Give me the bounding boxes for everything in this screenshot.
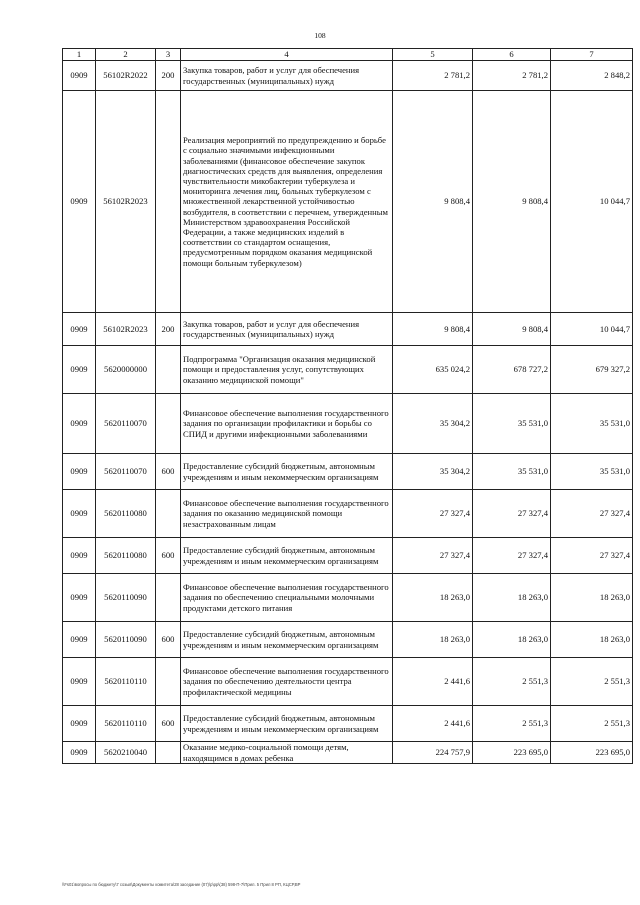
amount-year1-cell: 224 757,9 bbox=[393, 742, 473, 764]
target-article-cell: 5620110070 bbox=[96, 394, 156, 454]
description-cell: Предоставление субсидий бюджетным, автономным учреждениям и иным некоммерческим организациям bbox=[181, 622, 393, 658]
section-code-cell: 0909 bbox=[63, 574, 96, 622]
target-article-cell: 5620110090 bbox=[96, 574, 156, 622]
amount-year1-cell: 27 327,4 bbox=[393, 538, 473, 574]
description-cell: Предоставление субсидий бюджетным, автономным учреждениям и иным некоммерческим организациям bbox=[181, 538, 393, 574]
target-article-cell: 5620110080 bbox=[96, 538, 156, 574]
section-code-cell: 0909 bbox=[63, 454, 96, 490]
section-code-cell: 0909 bbox=[63, 742, 96, 764]
expense-type-cell: 200 bbox=[156, 313, 181, 346]
amount-year3-cell: 2 551,3 bbox=[551, 706, 633, 742]
amount-year1-cell: 2 781,2 bbox=[393, 61, 473, 91]
section-code-cell: 0909 bbox=[63, 91, 96, 313]
table-row bbox=[63, 394, 633, 454]
description-cell: Закупка товаров, работ и услуг для обеспечения государственных (муниципальных) нужд bbox=[181, 61, 393, 91]
amount-year2-cell: 27 327,4 bbox=[473, 490, 551, 538]
target-article-cell: 5620110110 bbox=[96, 658, 156, 706]
target-article-cell: 5620110090 bbox=[96, 622, 156, 658]
description-cell: Финансовое обеспечение выполнения государственного задания по организации профилактики и борьбы со СПИД и другими инфекционными заболеваниями bbox=[181, 394, 393, 454]
section-code-cell: 0909 bbox=[63, 538, 96, 574]
target-article-cell: 56102R2023 bbox=[96, 91, 156, 313]
amount-year2-cell: 2 781,2 bbox=[473, 61, 551, 91]
amount-year1-cell: 9 808,4 bbox=[393, 313, 473, 346]
amount-year3-cell: 223 695,0 bbox=[551, 742, 633, 764]
expense-type-cell bbox=[156, 346, 181, 394]
description-cell: Реализация мероприятий по предупреждению и борьбе с социально значимыми инфекционными заболеваниями (финансовое обеспечение закупок диагностических средств для выявления, определения чувствительности микобактерии туберкулеза и мониторинга лечения лиц, больных туберкулезом с множественной лекарственной устойчивостью возбудителя, в соответствии с перечнем, утвержденным Министерством здравоохранения Российской Федерации, а также медицинских изделий в соответствии со стандартом оснащения, предусмотренным порядком оказания медицинской помощи больным туберкулезом) bbox=[181, 91, 393, 313]
expense-type-cell bbox=[156, 394, 181, 454]
amount-year3-cell: 27 327,4 bbox=[551, 490, 633, 538]
expense-type-cell bbox=[156, 91, 181, 313]
amount-year2-cell: 223 695,0 bbox=[473, 742, 551, 764]
expense-type-cell bbox=[156, 490, 181, 538]
table-row bbox=[63, 91, 633, 313]
amount-year1-cell: 27 327,4 bbox=[393, 490, 473, 538]
section-code-cell: 0909 bbox=[63, 706, 96, 742]
page-number: 108 bbox=[314, 31, 326, 40]
section-code-cell: 0909 bbox=[63, 622, 96, 658]
amount-year1-cell: 635 024,2 bbox=[393, 346, 473, 394]
amount-year2-cell: 35 531,0 bbox=[473, 394, 551, 454]
table-row bbox=[63, 622, 633, 658]
description-cell: Финансовое обеспечение выполнения государственного задания по обеспечению специальными молочными продуктами детского питания bbox=[181, 574, 393, 622]
column-header-2: 2 bbox=[96, 49, 156, 61]
expense-type-cell bbox=[156, 742, 181, 764]
amount-year3-cell: 679 327,2 bbox=[551, 346, 633, 394]
amount-year2-cell: 18 263,0 bbox=[473, 574, 551, 622]
target-article-cell: 5620110080 bbox=[96, 490, 156, 538]
target-article-cell: 5620210040 bbox=[96, 742, 156, 764]
section-code-cell: 0909 bbox=[63, 61, 96, 91]
expense-type-cell: 200 bbox=[156, 61, 181, 91]
table-row bbox=[63, 61, 633, 91]
expense-type-cell: 600 bbox=[156, 706, 181, 742]
amount-year3-cell: 2 551,3 bbox=[551, 658, 633, 706]
amount-year1-cell: 35 304,2 bbox=[393, 394, 473, 454]
amount-year1-cell: 18 263,0 bbox=[393, 622, 473, 658]
column-header-6: 6 bbox=[473, 49, 551, 61]
amount-year1-cell: 9 808,4 bbox=[393, 91, 473, 313]
table-row bbox=[63, 706, 633, 742]
description-cell: Закупка товаров, работ и услуг для обеспечения государственных (муниципальных) нужд bbox=[181, 313, 393, 346]
table-row bbox=[63, 574, 633, 622]
amount-year3-cell: 10 044,7 bbox=[551, 91, 633, 313]
column-header-3: 3 bbox=[156, 49, 181, 61]
table-row bbox=[63, 742, 633, 764]
expense-type-cell: 600 bbox=[156, 622, 181, 658]
file-path-footer: \\Fs01\вопросы по бюджету\7 созыв\Документы комитета\28 заседание (07)\р\pp\(38) 598-П-7\Прил. 5 Прил 8 РП, КЦСР,ВР bbox=[62, 882, 301, 887]
target-article-cell: 56102R2023 bbox=[96, 313, 156, 346]
table-row bbox=[63, 490, 633, 538]
amount-year1-cell: 2 441,6 bbox=[393, 658, 473, 706]
amount-year3-cell: 18 263,0 bbox=[551, 574, 633, 622]
section-code-cell: 0909 bbox=[63, 346, 96, 394]
column-header-7: 7 bbox=[551, 49, 633, 61]
target-article-cell: 5620000000 bbox=[96, 346, 156, 394]
column-header-5: 5 bbox=[393, 49, 473, 61]
expense-type-cell bbox=[156, 574, 181, 622]
amount-year3-cell: 10 044,7 bbox=[551, 313, 633, 346]
amount-year2-cell: 18 263,0 bbox=[473, 622, 551, 658]
table-header-row bbox=[63, 49, 633, 61]
expense-type-cell: 600 bbox=[156, 538, 181, 574]
section-code-cell: 0909 bbox=[63, 658, 96, 706]
table-row bbox=[63, 658, 633, 706]
description-cell: Оказание медико-социальной помощи детям, находящимся в домах ребенка bbox=[181, 742, 393, 764]
amount-year2-cell: 9 808,4 bbox=[473, 91, 551, 313]
table-row bbox=[63, 454, 633, 490]
table-row bbox=[63, 346, 633, 394]
description-cell: Финансовое обеспечение выполнения государственного задания по обеспечению деятельности центра профилактической медицины bbox=[181, 658, 393, 706]
amount-year2-cell: 35 531,0 bbox=[473, 454, 551, 490]
section-code-cell: 0909 bbox=[63, 394, 96, 454]
budget-table bbox=[62, 48, 633, 764]
description-cell: Финансовое обеспечение выполнения государственного задания по оказанию медицинской помощи незастрахованным лицам bbox=[181, 490, 393, 538]
section-code-cell: 0909 bbox=[63, 490, 96, 538]
target-article-cell: 5620110070 bbox=[96, 454, 156, 490]
amount-year2-cell: 2 551,3 bbox=[473, 658, 551, 706]
amount-year1-cell: 18 263,0 bbox=[393, 574, 473, 622]
section-code-cell: 0909 bbox=[63, 313, 96, 346]
description-cell: Предоставление субсидий бюджетным, автономным учреждениям и иным некоммерческим организациям bbox=[181, 706, 393, 742]
amount-year3-cell: 35 531,0 bbox=[551, 394, 633, 454]
amount-year3-cell: 18 263,0 bbox=[551, 622, 633, 658]
table-row bbox=[63, 538, 633, 574]
amount-year2-cell: 27 327,4 bbox=[473, 538, 551, 574]
table-row bbox=[63, 313, 633, 346]
amount-year2-cell: 678 727,2 bbox=[473, 346, 551, 394]
amount-year2-cell: 2 551,3 bbox=[473, 706, 551, 742]
amount-year3-cell: 27 327,4 bbox=[551, 538, 633, 574]
column-header-4: 4 bbox=[181, 49, 393, 61]
amount-year2-cell: 9 808,4 bbox=[473, 313, 551, 346]
description-cell: Предоставление субсидий бюджетным, автономным учреждениям и иным некоммерческим организациям bbox=[181, 454, 393, 490]
expense-type-cell bbox=[156, 658, 181, 706]
amount-year3-cell: 35 531,0 bbox=[551, 454, 633, 490]
amount-year1-cell: 35 304,2 bbox=[393, 454, 473, 490]
amount-year1-cell: 2 441,6 bbox=[393, 706, 473, 742]
target-article-cell: 56102R2022 bbox=[96, 61, 156, 91]
description-cell: Подпрограмма "Организация оказания медицинской помощи и предоставления услуг, сопутствующих оказанию медицинской помощи" bbox=[181, 346, 393, 394]
amount-year3-cell: 2 848,2 bbox=[551, 61, 633, 91]
expense-type-cell: 600 bbox=[156, 454, 181, 490]
column-header-1: 1 bbox=[63, 49, 96, 61]
target-article-cell: 5620110110 bbox=[96, 706, 156, 742]
